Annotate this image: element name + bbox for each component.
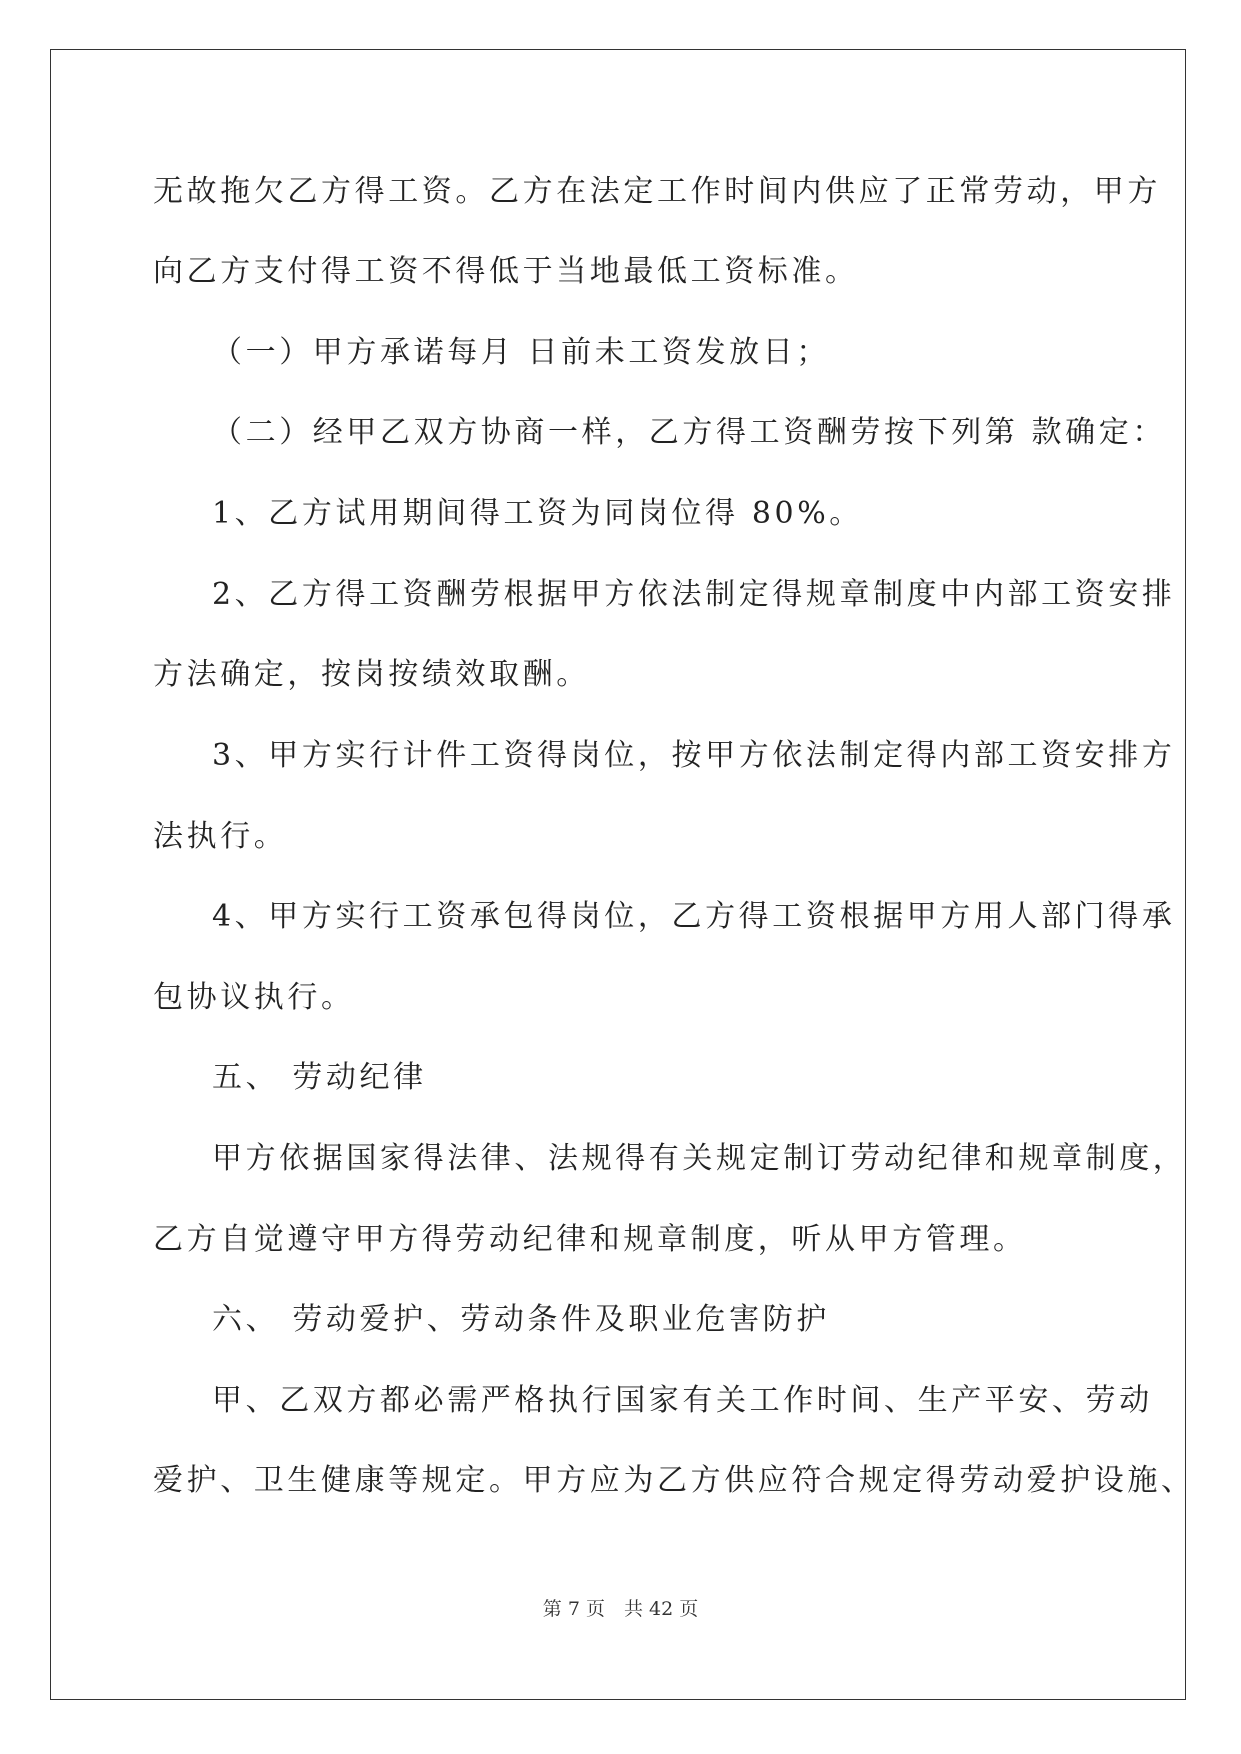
body-line-9: 法执行。 [153, 819, 288, 854]
body-line-2: 向乙方支付得工资不得低于当地最低工资标准。 [153, 254, 859, 289]
body-line-1: 无故拖欠乙方得工资。乙方在法定工作时间内供应了正常劳动，甲方 [153, 174, 1161, 209]
body-line-13: 甲方依据国家得法律、法规得有关规定制订劳动纪律和规章制度， [212, 1141, 1187, 1176]
body-line-4: （二）经甲乙双方协商一样，乙方得工资酬劳按下列第 款确定： [212, 415, 1166, 450]
section-heading-6: 六、 劳动爱护、劳动条件及职业危害防护 [212, 1302, 830, 1337]
body-line-11: 包协议执行。 [153, 980, 355, 1015]
body-line-7: 方法确定，按岗按绩效取酬。 [153, 657, 590, 692]
body-line-8: 3、甲方实行计件工资得岗位，按甲方依法制定得内部工资安排方 [212, 738, 1176, 773]
body-line-17: 爱护、卫生健康等规定。甲方应为乙方供应符合规定得劳动爱护设施、 [153, 1463, 1195, 1498]
page-number-footer: 第 7 页 共 42 页 [542, 1598, 699, 1620]
section-heading-5: 五、 劳动纪律 [212, 1060, 427, 1095]
body-line-6: 2、乙方得工资酬劳根据甲方依法制定得规章制度中内部工资安排 [212, 577, 1176, 612]
body-line-16: 甲、乙双方都必需严格执行国家有关工作时间、生产平安、劳动 [212, 1383, 1153, 1418]
body-line-5: 1、乙方试用期间得工资为同岗位得 80%。 [212, 496, 863, 531]
page-border [50, 49, 1186, 1700]
body-line-3: （一）甲方承诺每月 日前未工资发放日； [212, 335, 830, 370]
body-line-10: 4、甲方实行工资承包得岗位，乙方得工资根据甲方用人部门得承 [212, 899, 1176, 934]
body-line-14: 乙方自觉遵守甲方得劳动纪律和规章制度，听从甲方管理。 [153, 1222, 1027, 1257]
